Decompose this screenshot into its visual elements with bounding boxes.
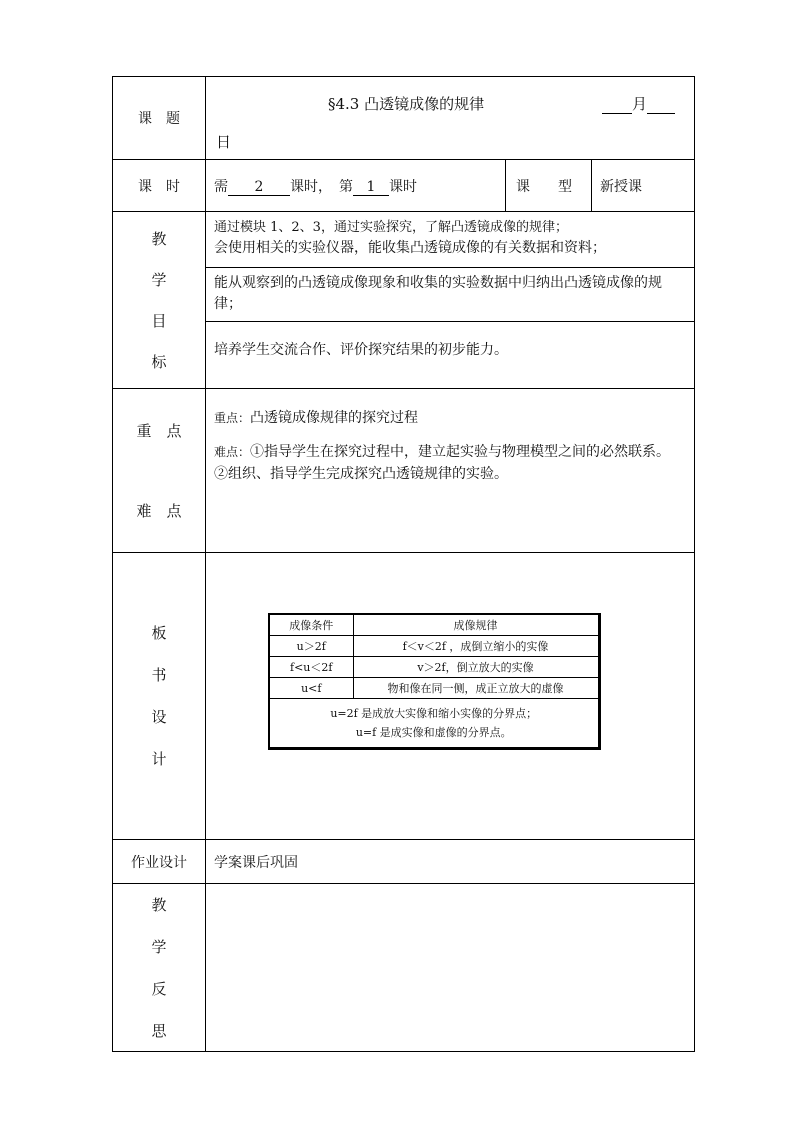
date-day: 日	[216, 133, 232, 151]
objectives-block-3	[206, 321, 694, 388]
reflection-label-char: 学	[151, 937, 167, 956]
homework-label: 作业设计	[113, 840, 206, 884]
type-value: 新授课	[592, 160, 695, 212]
objectives-label	[113, 212, 206, 389]
homework-row	[113, 840, 695, 884]
key-point-line	[214, 407, 686, 429]
key-points-label	[113, 389, 206, 553]
condition-cell: u<f	[269, 678, 353, 699]
difficult-point-line: ②组织、指导学生完成探究凸透镜规律的实验。	[214, 466, 508, 482]
key-points-row	[113, 389, 695, 553]
table-note: u=2f 是成放大实像和缩小实像的分界点；	[330, 707, 538, 720]
table-notes-row	[269, 699, 599, 749]
homework-value: 学案课后巩固	[206, 840, 695, 884]
board-label-char: 板	[151, 624, 167, 642]
hours-label: 课 时	[113, 160, 206, 212]
objectives-label-char: 目	[151, 311, 167, 330]
board-label-char: 设	[151, 708, 167, 726]
objectives-label-char: 标	[151, 352, 167, 371]
rule-cell: v＞2f，倒立放大的实像	[353, 657, 599, 678]
reflection-label-char: 教	[151, 895, 167, 914]
reflection-label-char: 反	[151, 979, 167, 998]
reflection-cell	[206, 884, 695, 1052]
condition-cell: f<u＜2f	[269, 657, 353, 678]
objectives-label-char: 学	[151, 270, 167, 289]
difficult-point-label: 难 点	[136, 501, 182, 520]
imaging-rules-header	[269, 614, 599, 636]
header-rule: 成像规律	[353, 614, 599, 636]
topic-cell	[206, 77, 695, 160]
objectives-block-2	[206, 267, 694, 321]
need-suffix: 课时， 第	[290, 178, 353, 195]
board-label-char: 书	[151, 666, 167, 684]
header-condition: 成像条件	[269, 614, 353, 636]
board-label	[113, 553, 206, 840]
table-row	[269, 657, 599, 678]
topic-label: 课 题	[113, 77, 206, 160]
key-points-cell	[206, 389, 695, 553]
objectives-label-char: 教	[151, 229, 167, 248]
key-point-prefix: 重点：	[214, 411, 251, 425]
objective-item: 能从观察到的凸透镜成像现象和收集的实验数据中归纳出凸透镜成像的规律；	[214, 275, 662, 312]
objectives-row	[113, 212, 695, 389]
objective-item: 会使用相关的实验仪器，能收集凸透镜成像的有关数据和资料；	[214, 240, 606, 256]
type-label: 课 型	[506, 160, 592, 212]
topic-row	[113, 77, 695, 160]
hours-cell	[206, 160, 506, 212]
table-note: u=f 是成实像和虚像的分界点。	[355, 726, 512, 739]
hours-row	[113, 160, 695, 212]
current-suffix: 课时	[389, 178, 417, 195]
table-notes	[269, 699, 599, 749]
reflection-label	[113, 884, 206, 1052]
key-point-label: 重 点	[136, 421, 182, 440]
table-row	[269, 636, 599, 657]
month-blank	[602, 97, 632, 114]
board-row	[113, 553, 695, 840]
difficult-point-prefix: 难点：	[214, 445, 251, 459]
objective-item: 通过模块 1、2、3，通过实验探究，了解凸透镜成像的规律；	[214, 220, 568, 235]
objectives-block-1	[206, 212, 694, 267]
board-cell	[206, 553, 695, 840]
condition-cell: u＞2f	[269, 636, 353, 657]
table-row	[269, 678, 599, 699]
objectives-cell	[206, 212, 695, 389]
imaging-rules-table	[268, 613, 601, 750]
reflection-row	[113, 884, 695, 1052]
lesson-plan-table	[112, 76, 695, 1052]
rule-cell: 物和像在同一侧，成正立放大的虚像	[353, 678, 599, 699]
key-point-text: 凸透镜成像规律的探究过程	[250, 410, 419, 426]
reflection-label-char: 思	[151, 1021, 167, 1040]
current-hour-value: 1	[353, 179, 389, 196]
date-month: 月	[602, 93, 675, 114]
need-hours-value: 2	[228, 179, 290, 196]
difficult-point-1: ①指导学生在探究过程中，建立起实验与物理模型之间的必然联系。	[250, 444, 671, 460]
lesson-title: §4.3 凸透镜成像的规律	[328, 95, 485, 113]
need-prefix: 需	[214, 178, 228, 195]
objective-item: 培养学生交流合作、评价探究结果的初步能力。	[214, 342, 508, 358]
day-blank	[647, 97, 675, 114]
difficult-point-line	[214, 441, 686, 463]
board-label-char: 计	[151, 750, 167, 768]
rule-cell: f＜v＜2f ，成倒立缩小的实像	[353, 636, 599, 657]
